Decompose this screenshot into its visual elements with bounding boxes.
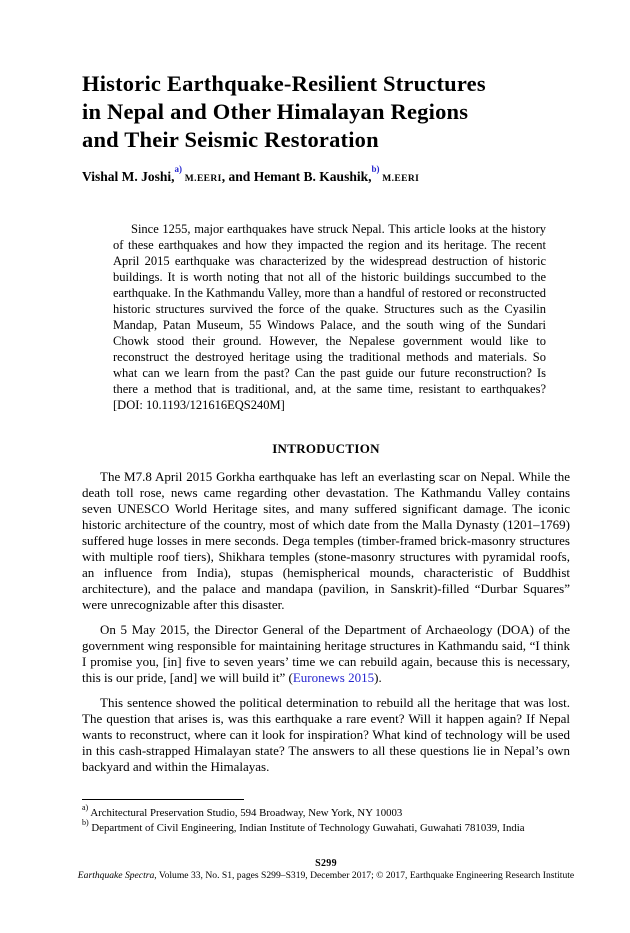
footnote-b-text: Department of Civil Engineering, Indian Institute of Technology Guwahati, Guwahati 781039, India [88,822,525,834]
section-heading-introduction: INTRODUCTION [272,441,380,456]
footnote-b [82,818,574,836]
author-2-member-tag: M.EERI [379,174,420,184]
page-number: S299 [315,858,337,869]
journal-footer-text: , Volume 33, No. S1, pages S299–S319, December 2017; © 2017, Earthquake Engineering Research Institute [154,870,575,881]
footnote-a-text: Architectural Preservation Studio, 594 Broadway, New York, NY 10003 [88,807,403,819]
author-1-name: Vishal M. Joshi, [82,169,175,184]
intro-paragraph-2-tail: ). [374,670,382,685]
intro-paragraph-1: The M7.8 April 2015 Gorkha earthquake has left an everlasting scar on Nepal. While the death toll rose, news came regarding other devastation. The Kathmandu Valley contains seven UNESCO World Heritage sites, and many suffered significant damage. The iconic historic architecture of the country, most of which date from the Malla Dynasty (1201–1769) suffered huge losses in mere seconds. Dega temples (timber-framed brick-masonry structures with multiple roof tiers), Shikhara temples (stone-masonry structures with pyramidal roofs, an influence from India), stupas (hemispherical mounds, characteristic of Buddhist architecture), and the palace and mandapa (pavilion, in Sanskrit)-filled “Durbar Squares” were unrecognizable after this disaster. [82,469,570,612]
footnotes-block [82,803,574,836]
author-1-footnote-link[interactable]: a) [174,163,183,174]
author-byline [82,163,570,185]
footnote-a-marker: a) [82,803,89,813]
intro-paragraph-2-text: On 5 May 2015, the Director General of the Department of Archaeology (DOA) of the government wing responsible for maintaining heritage structures in Kathmandu said, “I think I promise you, [in] five to seven years’ time we can rebuild again, because this is necessary, this is our pride, [and] we will build it” ( [82,622,570,685]
introduction-body [82,469,570,784]
abstract-paragraph: Since 1255, major earthquakes have struck Nepal. This article looks at the history of these earthquakes and how they impacted the region and its heritage. The recent April 2015 earthquake was characterized by the widespread destruction of historic buildings. It is worth noting that not all of the historic buildings succumbed to the earthquake. In the Kathmandu Valley, more than a handful of restored or reconstructed historic structures survived the force of the quake. Structures such as the Cyasilin Mandap, Patan Museum, 55 Windows Palace, and the south wing of the Sundari Chowk stood their ground. However, the Nepalese government would like to reconstruct the destroyed heritage using the traditional methods and materials. So what can we learn from the past? Can the past guide our future reconstruction? Is there a method that is traditional, and, at the same time, resistant to earthquakes? [DOI: 10.1193/121616EQS240M] [113,222,546,412]
euronews-citation-link[interactable]: Euronews 2015 [292,670,375,685]
title-line-1: Historic Earthquake-Resilient Structures [82,71,486,96]
author-1-member-tag: M.EERI [182,174,222,184]
author-2-footnote-link[interactable]: b) [371,163,380,174]
journal-footer [75,870,577,881]
journal-name: Earthquake Spectra [77,870,155,881]
title-line-3: and Their Seismic Restoration [82,127,379,152]
intro-paragraph-2 [82,622,570,686]
footnote-b-marker: b) [82,818,89,828]
footnote-a [82,803,574,821]
author-2-name: Hemant B. Kaushik, [253,169,372,184]
title-line-2: in Nepal and Other Himalayan Regions [82,99,469,124]
author-joiner: , and [221,169,254,184]
intro-paragraph-3: This sentence showed the political determination to rebuild all the heritage that was lost. The question that arises is, was this earthquake a rare event? Will it happen again? If Nepal wants to reconstruct, where can it look for inspiration? What kind of technology will be used in this cash-strapped Himalayan state? The answers to all these questions lie in Nepal’s own backyard and within the Himalayas. [82,695,570,774]
article-title [82,70,582,154]
footnote-divider [82,799,244,800]
